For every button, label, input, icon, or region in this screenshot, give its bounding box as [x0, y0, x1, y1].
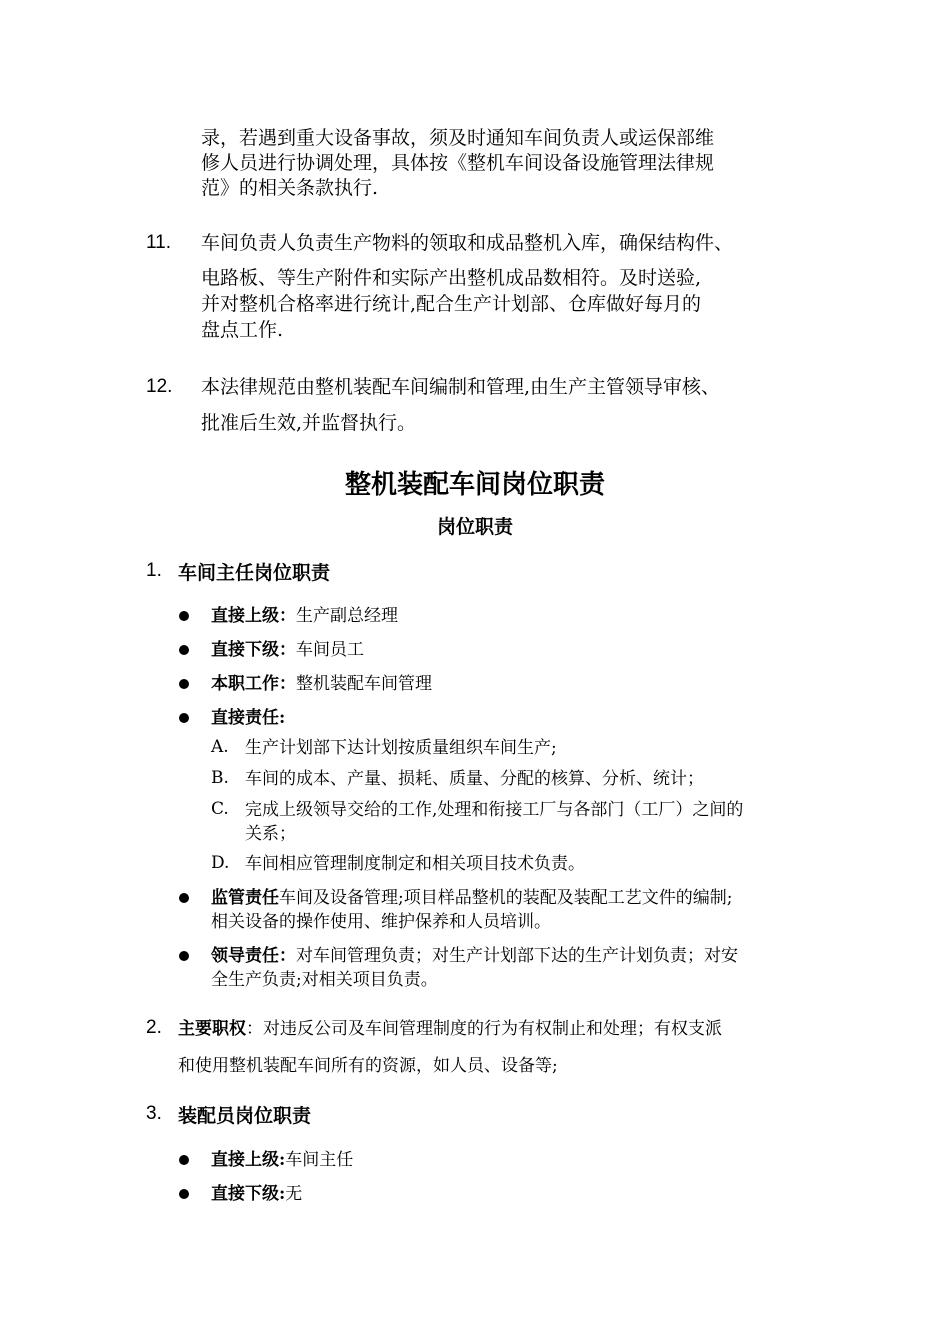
leadership-text: 对车间管理负责；对生产计划部下达的生产计划负责；对安: [296, 946, 738, 966]
section-3-direct-superior: [211, 1148, 353, 1172]
item-11-line-1: 车间负责人负责生产物料的领取和成品整机入库，确保结构件、: [201, 232, 734, 254]
section-2-text: ：对违反公司及车间管理制度的行为有权制止和处理；有权支派: [246, 1019, 722, 1039]
bullet-dot: [179, 951, 189, 961]
intro-line-2: 修人员进行协调处理，具体按《整机车间设备设施管理法律规: [201, 152, 715, 174]
section-2-label: 主要职权: [178, 1019, 246, 1039]
section-1-number: 1.: [146, 560, 162, 581]
bullet-sep: ：: [279, 640, 296, 660]
bullet-dot: [179, 1189, 189, 1199]
sub-item-b-text: 车间的成本、产量、损耗、质量、分配的核算、分析、统计；: [245, 769, 704, 789]
bullet-direct-responsibility: [211, 706, 285, 730]
bullet-sep: :: [279, 708, 286, 728]
sub-item-a-text: 生产计划部下达计划按质量组织车间生产;: [245, 738, 557, 758]
item-12-line-1: 本法律规范由整机装配车间编制和管理,由生产主管领导审核、: [201, 376, 721, 398]
item-11-number: 11.: [146, 232, 172, 253]
supervision-line-1: [211, 886, 732, 910]
sub-item-letter: B.: [211, 768, 229, 788]
bullet-value: 整机装配车间管理: [296, 674, 432, 694]
bullet-dot: [179, 1155, 189, 1165]
section-3-title: 装配员岗位职责: [178, 1106, 312, 1127]
bullet-dot: [179, 611, 189, 621]
intro-line-1: 录，若遇到重大设备事故，须及时通知车间负责人或运保部维: [201, 127, 715, 149]
item-12-number: 12.: [146, 376, 173, 397]
leadership-line-1: [211, 944, 738, 968]
bullet-label: 直接责任: [211, 708, 279, 728]
sub-item-letter: C.: [211, 799, 229, 819]
section-2-number: 2.: [146, 1017, 162, 1038]
bullet-value: 车间员工: [296, 640, 364, 660]
bullet-value: 车间主任: [285, 1150, 354, 1170]
bullet-label: 直接上级: [211, 606, 279, 626]
item-11-line-2: 电路板、等生产附件和实际产出整机成品数相符。及时送验,: [201, 267, 702, 289]
sub-item-letter: D.: [211, 853, 230, 873]
bullet-label: 直接下级:: [211, 1184, 286, 1204]
section-3-direct-subordinate: [211, 1182, 302, 1206]
supervision-line-2: 相关设备的操作使用、维护保养和人员培训。: [211, 912, 551, 932]
section-2-line-1: [178, 1017, 722, 1041]
bullet-value: 生产副总经理: [296, 606, 398, 626]
bullet-dot: [179, 893, 189, 903]
leadership-label: 领导责任：: [211, 946, 296, 966]
bullet-main-work: [211, 672, 432, 696]
bullet-dot: [179, 713, 189, 723]
item-11-line-4: 盘点工作.: [201, 319, 284, 341]
section-3-number: 3.: [146, 1103, 162, 1124]
section-1-title: 车间主任岗位职责: [178, 563, 331, 584]
bullet-label: 直接上级:: [211, 1150, 286, 1170]
bullet-sep: ：: [279, 606, 296, 626]
item-12-line-2: 批准后生效,并监督执行。: [201, 412, 417, 434]
leadership-line-2: 全生产负责;对相关项目负责。: [211, 970, 438, 990]
bullet-value: 无: [285, 1184, 303, 1204]
intro-line-3: 范》的相关条款执行.: [201, 177, 379, 199]
supervision-label: 监管责任: [211, 888, 279, 908]
sub-title: 岗位职责: [436, 517, 513, 538]
sub-item-letter: A.: [211, 737, 229, 757]
sub-item-c-line-1: 完成上级领导交给的工作,处理和衔接工厂与各部门（工厂）之间的: [245, 800, 744, 820]
bullet-label: 直接下级: [211, 640, 279, 660]
supervision-text: 车间及设备管理;项目样品整机的装配及装配工艺文件的编制;: [279, 888, 733, 908]
item-11-line-3: 并对整机合格率进行统计,配合生产计划部、仓库做好每月的: [201, 293, 702, 315]
section-2-line-2: 和使用整机装配车间所有的资源，如人员、设备等;: [178, 1056, 558, 1076]
bullet-sep: ：: [279, 674, 296, 694]
sub-item-d-text: 车间相应管理制度制定和相关项目技术负责。: [245, 854, 585, 874]
main-title: 整机装配车间岗位职责: [344, 469, 605, 499]
bullet-label: 本职工作: [211, 674, 279, 694]
bullet-direct-superior: [211, 604, 398, 628]
bullet-dot: [179, 645, 189, 655]
bullet-direct-subordinate: [211, 638, 364, 662]
bullet-dot: [179, 679, 189, 689]
sub-item-c-line-2: 关系；: [245, 824, 296, 844]
